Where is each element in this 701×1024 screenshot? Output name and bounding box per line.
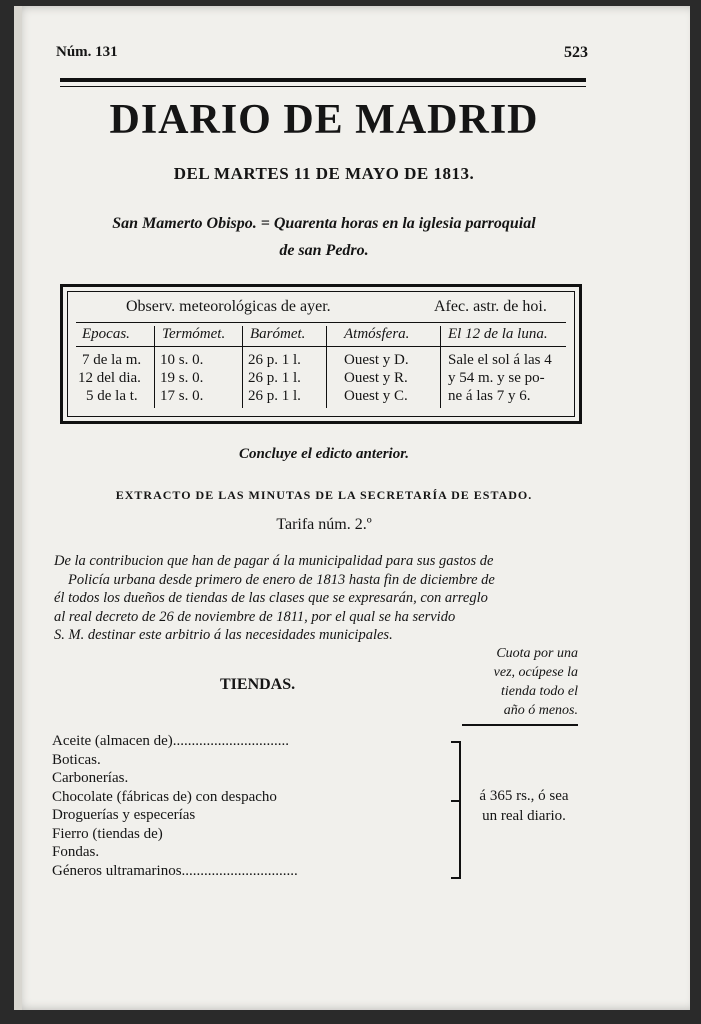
cuota-rule <box>462 724 578 726</box>
col-astro: El 12 de la luna. <box>448 326 548 342</box>
list-item: Boticas. <box>52 751 101 768</box>
cuota-line: vez, ocúpese la <box>493 665 578 680</box>
col-divider <box>242 326 243 408</box>
row-1-termometro: 10 s. 0. <box>160 352 204 368</box>
row-3-atmosfera: Ouest y C. <box>344 388 408 404</box>
saint-notice <box>54 210 594 264</box>
section-heading: EXTRACTO DE LAS MINUTAS DE LA SECRETARÍA DE ESTADO. <box>115 488 533 502</box>
masthead-rule-thick <box>60 78 586 82</box>
row-1-atmosfera: Ouest y D. <box>344 352 409 368</box>
col-divider <box>440 326 441 408</box>
meteorology-table-inner <box>67 291 575 417</box>
cuota-column-header <box>466 644 578 720</box>
astro-line-3: ne á las 7 y 6. <box>448 388 531 404</box>
paragraph-line: S. M. destinar este arbitrio á las necesidades municipales. <box>54 627 393 643</box>
table-column-rule <box>76 346 566 347</box>
cuota-line: Cuota por una <box>496 646 578 661</box>
col-barometro: Barómet. <box>250 326 306 342</box>
cuota-line: año ó menos. <box>503 703 578 718</box>
col-divider <box>154 326 155 408</box>
shops-brace-tick <box>451 800 459 802</box>
page-number: 523 <box>564 44 588 61</box>
row-3-barometro: 26 p. 1 l. <box>248 388 301 404</box>
cuota-line: tienda todo el <box>501 684 578 699</box>
list-item: Fondas. <box>52 844 100 860</box>
list-item: Droguerías y especerías <box>52 807 196 823</box>
paragraph-line: De la contribucion que han de pagar á la municipalidad para sus gastos de <box>54 553 494 569</box>
astro-title: Afec. astr. de hoi. <box>434 298 547 315</box>
page-gutter <box>14 6 22 1010</box>
table-header-rule <box>76 322 566 323</box>
saint-line-1: San Mamerto Obispo. = Quarenta horas en la iglesia parroquial <box>112 215 536 232</box>
row-2-barometro: 26 p. 1 l. <box>248 370 301 386</box>
price-line: un real diario. <box>482 808 566 824</box>
list-item: Carbonerías. <box>52 770 129 786</box>
row-2-termometro: 19 s. 0. <box>160 370 204 386</box>
col-divider <box>326 326 327 408</box>
meteorology-table <box>60 284 582 424</box>
saint-line-2: de san Pedro. <box>279 242 369 259</box>
row-1-epoca: 7 de la m. <box>82 352 142 368</box>
newspaper-page <box>14 6 690 1010</box>
paragraph-line: él todos los dueños de tiendas de las clases que se expresarán, con arreglo <box>54 590 488 606</box>
price-line: á 365 rs., ó sea <box>479 788 569 804</box>
row-3-epoca: 5 de la t. <box>86 388 138 404</box>
masthead-title: DIARIO DE MADRID <box>109 97 539 143</box>
issue-number: Núm. 131 <box>56 44 118 60</box>
list-item: Chocolate (fábricas de) con despacho <box>52 788 277 805</box>
row-3-termometro: 17 s. 0. <box>160 388 204 404</box>
list-item: Aceite (almacen de)............................... <box>52 733 290 749</box>
shops-list <box>52 732 462 880</box>
col-atmosfera: Atmósfera. <box>344 326 410 342</box>
tariff-title: Tarifa núm. 2.º <box>276 516 372 533</box>
meteorology-title: Observ. meteorológicas de ayer. <box>126 298 331 315</box>
astro-line-2: y 54 m. y se po- <box>448 370 545 386</box>
astro-line-1: Sale el sol á las 4 <box>448 352 552 368</box>
row-1-barometro: 26 p. 1 l. <box>248 352 301 368</box>
row-2-atmosfera: Ouest y R. <box>344 370 408 386</box>
tariff-paragraph <box>54 552 580 645</box>
paragraph-line: al real decreto de 26 de noviembre de 1811, por el qual se ha servido <box>54 608 456 625</box>
col-epocas: Epocas. <box>82 326 130 342</box>
row-2-epoca: 12 del dia. <box>78 370 141 386</box>
shops-brace <box>451 741 461 879</box>
shops-heading: TIENDAS. <box>220 676 296 693</box>
masthead-rule-thin <box>60 86 586 87</box>
section-note: Concluye el edicto anterior. <box>239 446 409 462</box>
col-termometro: Termómet. <box>162 326 226 342</box>
dateline: DEL MARTES 11 DE MAYO DE 1813. <box>173 164 475 183</box>
paragraph-line: Policía urbana desde primero de enero de 1813 hasta fin de diciembre de <box>68 571 495 588</box>
shops-price <box>464 786 584 826</box>
list-item: Géneros ultramarinos............................... <box>52 862 298 879</box>
list-item: Fierro (tiendas de) <box>52 825 163 842</box>
